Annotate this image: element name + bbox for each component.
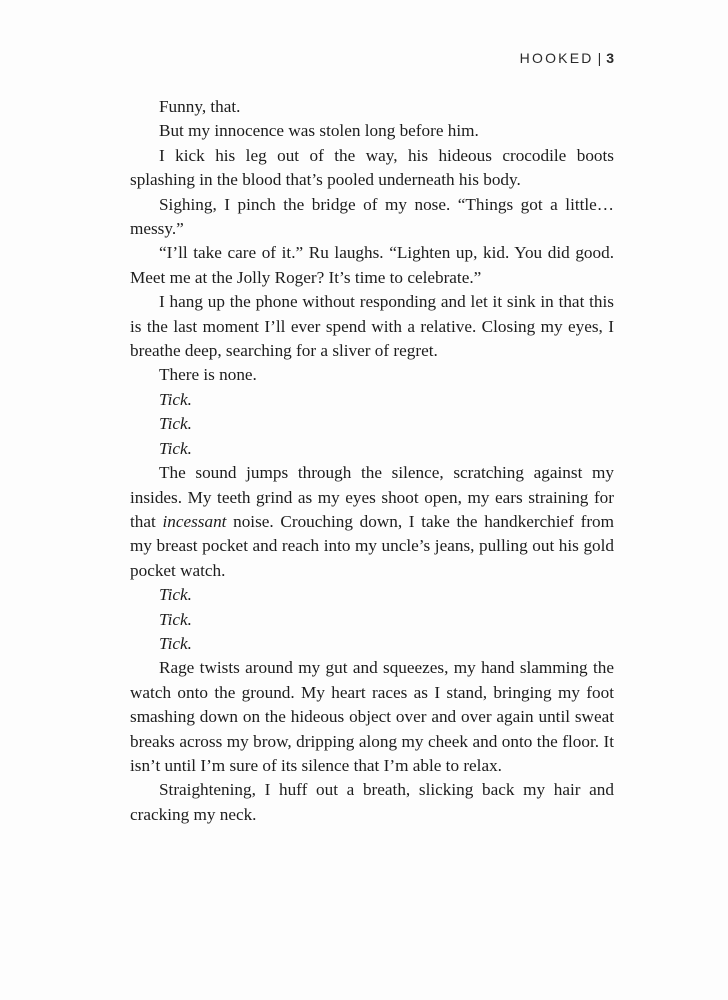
tick-line: Tick. [159,438,192,458]
paragraph-text-part: noise. Crouching down, I take the handkerchief from my breast pocket and reach into my uncle’s jeans, pulling out his gold pocket watch. [130,511,615,580]
paragraph: Straightening, I huff out a breath, slicking back my hair and cracking my neck. [130,780,614,824]
tick-line: Tick. [159,609,192,629]
header-separator: | [597,50,602,66]
paragraph: Rage twists around my gut and squeezes, my hand slamming the watch onto the ground. My heart races as I stand, bringing my foot smashing down on the hideous object over and over again until sweat breaks across my brow, dripping along my cheek and onto the floor. It isn’t until I’m sure of its silence that I’m able to relax. [130,658,614,775]
paragraph-text-part: The sound jumps through the silence, scratching against my insides. My teeth grind as my eyes shoot open, my ears straining for that [130,463,614,531]
page-number: 3 [606,50,614,66]
tick-line: Tick. [159,633,192,653]
running-header [520,50,614,66]
paragraph: There is none. [159,365,257,385]
body-text [130,95,614,827]
paragraph: Sighing, I pinch the bridge of my nose. “Things got a little… messy.” [130,194,614,239]
paragraph: I hang up the phone without responding and let it sink in that this is the last moment I’ll ever spend with a relative. Closing my eyes, I breathe deep, searching for a sliver of regret. [130,292,614,361]
book-title: HOOKED [519,50,594,66]
paragraph: But my innocence was stolen long before him. [159,121,479,141]
paragraph: Funny, that. [159,97,241,116]
emphasis: incessant [162,511,227,531]
tick-line: Tick. [159,389,192,409]
paragraph: I kick his leg out of the way, his hideous crocodile boots splashing in the blood that’s pooled underneath his body. [130,145,614,190]
paragraph: “I’ll take care of it.” Ru laughs. “Lighten up, kid. You did good. Meet me at the Jolly Roger? It’s time to celebrate.” [130,243,614,287]
paragraph [130,461,614,583]
tick-line: Tick. [159,414,192,434]
tick-line: Tick. [159,585,192,605]
